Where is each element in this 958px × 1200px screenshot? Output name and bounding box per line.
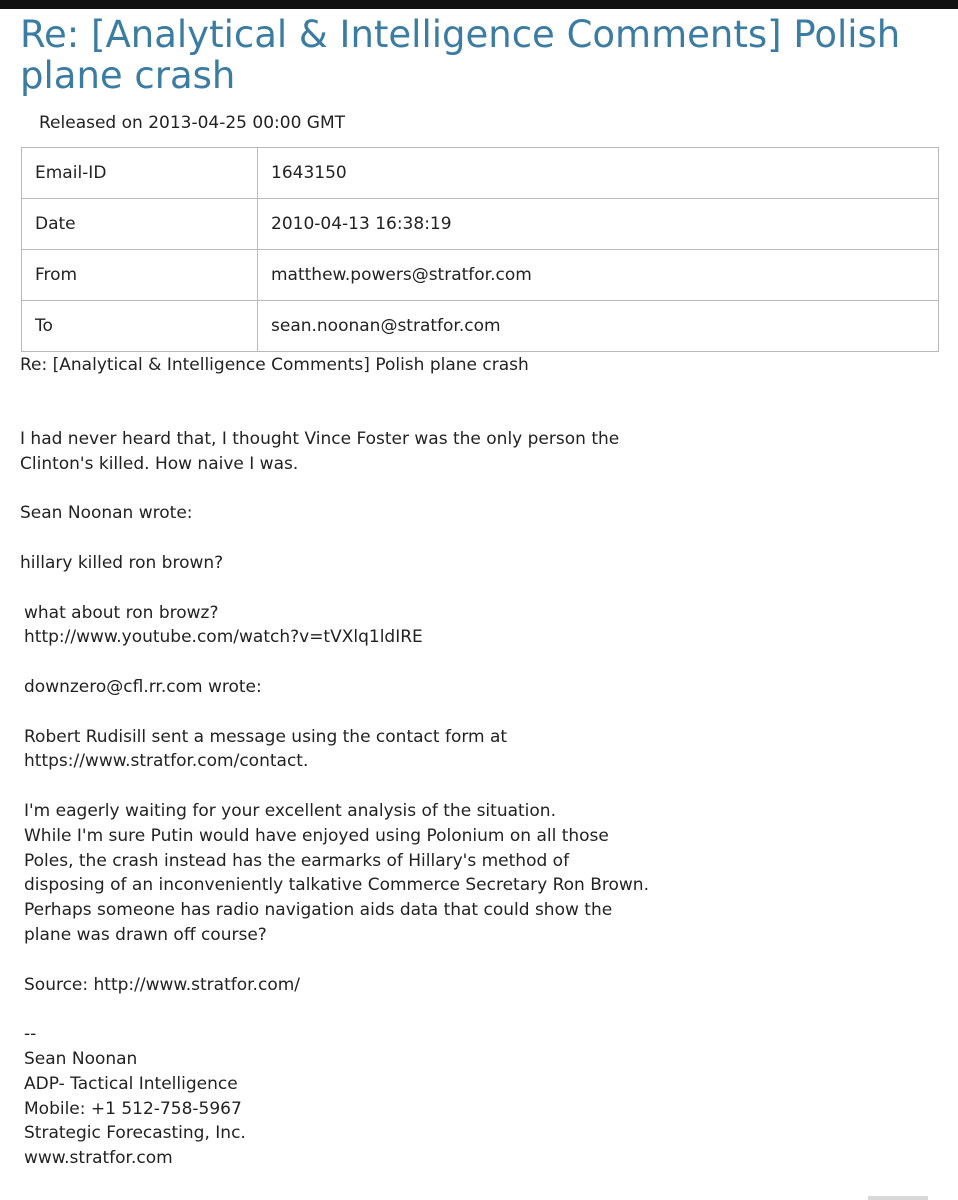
signature-name: Sean Noonan [24, 1048, 138, 1069]
blank-line [20, 997, 920, 1022]
meta-value-from: matthew.powers@stratfor.com [258, 250, 939, 301]
blank-line [20, 700, 920, 725]
body-line: plane was drawn off course? [24, 924, 267, 945]
body-line: hillary killed ron brown? [20, 552, 224, 573]
email-meta-table [21, 147, 939, 352]
signature-website: www.stratfor.com [24, 1148, 173, 1169]
signature-company: Strategic Forecasting, Inc. [24, 1123, 246, 1144]
body-line: Clinton's killed. How naive I was. [20, 453, 299, 474]
table-row [22, 301, 939, 352]
table-row [22, 148, 939, 199]
top-bar [0, 0, 958, 9]
blank-line [20, 576, 920, 601]
meta-key-email-id: Email-ID [22, 148, 258, 199]
release-date: Released on 2013-04-25 00:00 GMT [39, 113, 346, 133]
meta-key-date: Date [22, 199, 258, 250]
body-line: Robert Rudisill sent a message using the contact form at [24, 726, 508, 747]
blank-line [20, 774, 920, 799]
body-line: Poles, the crash instead has the earmarks of Hillary's method of [24, 850, 570, 871]
page-title: Re: [Analytical & Intelligence Comments] Polish plane crash [20, 13, 901, 97]
body-line: http://www.youtube.com/watch?v=tVXlq1ldIRE [24, 627, 423, 648]
meta-value-to: sean.noonan@stratfor.com [258, 301, 939, 352]
blank-line [20, 650, 920, 675]
body-line: Sean Noonan wrote: [20, 503, 193, 524]
blank-line [20, 948, 920, 973]
signature-phone: Mobile: +1 512-758-5967 [24, 1098, 242, 1119]
blank-line [20, 526, 920, 551]
signature-title: ADP- Tactical Intelligence [24, 1073, 238, 1094]
bottom-edge-artifact [868, 1196, 928, 1200]
blank-line [20, 477, 920, 502]
meta-key-from: From [22, 250, 258, 301]
table-row [22, 199, 939, 250]
body-line: https://www.stratfor.com/contact. [24, 751, 309, 772]
body-line: what about ron browz? [24, 602, 219, 623]
body-line: I'm eagerly waiting for your excellent analysis of the situation. [24, 800, 556, 821]
body-line: Perhaps someone has radio navigation aids data that could show the [24, 900, 613, 921]
table-row [22, 250, 939, 301]
meta-key-to: To [22, 301, 258, 352]
body-line: disposing of an inconveniently talkative Commerce Secretary Ron Brown. [24, 875, 649, 896]
meta-value-date: 2010-04-13 16:38:19 [258, 199, 939, 250]
email-body [20, 427, 920, 1171]
signature-separator: -- [24, 1024, 37, 1045]
body-line: downzero@cfl.rr.com wrote: [24, 676, 262, 697]
body-line: I had never heard that, I thought Vince Foster was the only person the [20, 429, 620, 449]
email-subject: Re: [Analytical & Intelligence Comments] Polish plane crash [20, 355, 529, 375]
body-line: Source: http://www.stratfor.com/ [24, 974, 301, 995]
meta-value-email-id: 1643150 [258, 148, 939, 199]
body-line: While I'm sure Putin would have enjoyed using Polonium on all those [24, 825, 609, 846]
